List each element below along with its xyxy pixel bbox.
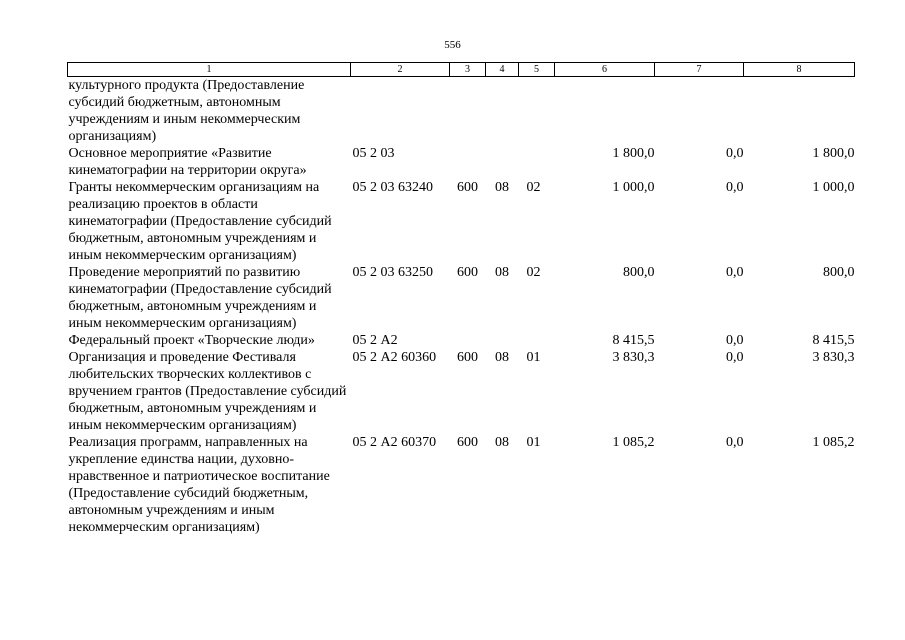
row-value-2: 0,0 bbox=[726, 265, 744, 280]
row-value-2: 0,0 bbox=[726, 146, 744, 161]
table-row bbox=[68, 145, 855, 179]
column-header-3: 3 bbox=[450, 63, 486, 77]
row-code: 05 2 А2 bbox=[352, 333, 398, 348]
row-code: 05 2 А2 60370 bbox=[352, 435, 437, 450]
row-code: 05 2 03 63250 bbox=[352, 265, 433, 280]
table-row bbox=[68, 179, 855, 264]
row-value-2: 0,0 bbox=[726, 180, 744, 195]
row-value-3: 1 085,2 bbox=[812, 435, 855, 450]
row-name: Основное мероприятие «Развитие кинематографии на территории округа» bbox=[68, 146, 307, 178]
row-section: 08 bbox=[495, 350, 509, 365]
row-value-3: 1 800,0 bbox=[812, 146, 855, 161]
row-value-2 bbox=[655, 77, 744, 146]
table-row bbox=[68, 332, 855, 349]
row-code: 05 2 03 63240 bbox=[352, 180, 433, 195]
row-section bbox=[486, 145, 519, 179]
row-group bbox=[450, 145, 486, 179]
row-group: 600 bbox=[457, 435, 478, 450]
row-group: 600 bbox=[457, 350, 478, 365]
row-name: Федеральный проект «Творческие люди» bbox=[68, 333, 315, 348]
table-row bbox=[68, 77, 855, 146]
row-value-2: 0,0 bbox=[726, 333, 744, 348]
row-section bbox=[486, 77, 519, 146]
row-name: Проведение мероприятий по развитию кинематографии (Предоставление субсидий бюджетным, автономным учреждениям и иным некоммерческим организациям) bbox=[68, 265, 332, 331]
page-number: 556 bbox=[444, 39, 461, 51]
row-section: 08 bbox=[495, 265, 509, 280]
column-header-1: 1 bbox=[68, 63, 351, 77]
row-code: 05 2 А2 60360 bbox=[352, 350, 437, 365]
row-value-1 bbox=[555, 77, 655, 146]
table-row bbox=[68, 349, 855, 434]
column-header-8: 8 bbox=[744, 63, 855, 77]
row-section bbox=[486, 332, 519, 349]
row-subsection: 02 bbox=[526, 180, 541, 195]
row-group: 600 bbox=[457, 180, 478, 195]
row-value-3 bbox=[744, 77, 855, 146]
row-subsection: 02 bbox=[526, 265, 541, 280]
column-header-7: 7 bbox=[655, 63, 744, 77]
row-section: 08 bbox=[495, 180, 509, 195]
row-value-1: 1 800,0 bbox=[612, 146, 655, 161]
row-value-3: 3 830,3 bbox=[812, 350, 855, 365]
row-value-3: 800,0 bbox=[823, 265, 855, 280]
row-value-1: 8 415,5 bbox=[612, 333, 655, 348]
row-subsection: 01 bbox=[526, 435, 541, 450]
row-code bbox=[351, 77, 450, 146]
row-name: Реализация программ, направленных на укрепление единства нации, духовно-нравственное и патриотическое воспитание (Предоставление субсидий бюджетным, автономным учреждениям и иным некоммерческим организациям) bbox=[68, 435, 330, 535]
column-header-6: 6 bbox=[555, 63, 655, 77]
column-header-4: 4 bbox=[486, 63, 519, 77]
table-row bbox=[68, 264, 855, 332]
row-group bbox=[450, 77, 486, 146]
table-header-row bbox=[68, 63, 855, 77]
row-value-2: 0,0 bbox=[726, 435, 744, 450]
row-group: 600 bbox=[457, 265, 478, 280]
row-name: культурного продукта (Предоставление субсидий бюджетным, автономным учреждениям и иным некоммерческим организациям) bbox=[68, 78, 305, 144]
row-value-1: 1 085,2 bbox=[612, 435, 655, 450]
column-header-5: 5 bbox=[519, 63, 555, 77]
table-row bbox=[68, 434, 855, 536]
column-header-2: 2 bbox=[351, 63, 450, 77]
row-value-1: 1 000,0 bbox=[612, 180, 655, 195]
row-subsection bbox=[519, 77, 555, 146]
row-value-1: 3 830,3 bbox=[612, 350, 655, 365]
row-value-2: 0,0 bbox=[726, 350, 744, 365]
row-name: Организация и проведение Фестиваля любительских творческих коллективов с вручением грантов (Предоставление субсидий бюджетным, автономным учреждениям и иным некоммерческим организациям) bbox=[68, 350, 347, 433]
row-section: 08 bbox=[495, 435, 509, 450]
row-value-1: 800,0 bbox=[623, 265, 655, 280]
row-value-3: 1 000,0 bbox=[812, 180, 855, 195]
row-subsection bbox=[519, 332, 555, 349]
row-name: Гранты некоммерческим организациям на реализацию проектов в области кинематографии (Предоставление субсидий бюджетным, автономным учреждениям и иным некоммерческим организациям) bbox=[68, 180, 332, 263]
row-subsection bbox=[519, 145, 555, 179]
budget-table bbox=[67, 62, 855, 536]
row-subsection: 01 bbox=[526, 350, 541, 365]
row-code: 05 2 03 bbox=[352, 146, 395, 161]
row-group bbox=[450, 332, 486, 349]
row-value-3: 8 415,5 bbox=[812, 333, 855, 348]
